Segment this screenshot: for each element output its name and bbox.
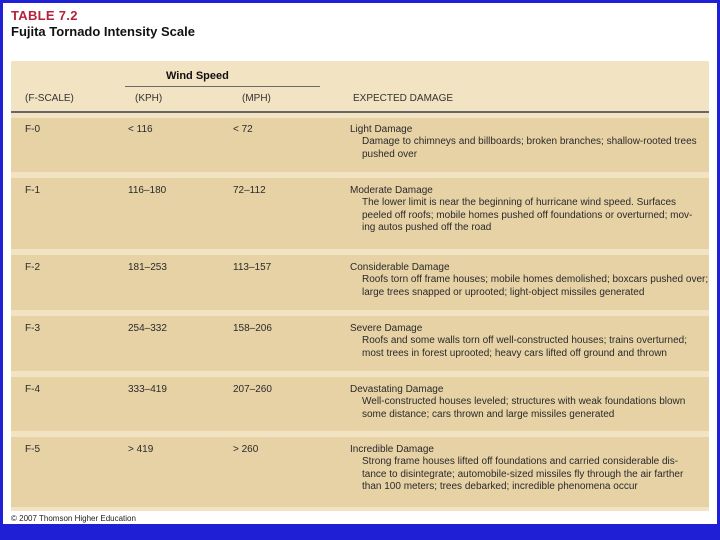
- col-header-kph: (KPH): [135, 93, 163, 104]
- table-row: [11, 255, 709, 310]
- table-panel: [11, 61, 709, 511]
- table-row: [11, 437, 709, 507]
- scale-cell: F-2: [25, 262, 40, 273]
- scale-cell: F-4: [25, 384, 40, 395]
- damage-description: [350, 274, 708, 299]
- kph-cell: 254–332: [128, 323, 167, 334]
- damage-title: Considerable Damage: [350, 262, 450, 273]
- scale-cell: F-3: [25, 323, 40, 334]
- table-number: TABLE 7.2: [11, 8, 78, 23]
- table-row: [11, 178, 709, 249]
- damage-title: Incredible Damage: [350, 444, 434, 455]
- table-row: [11, 316, 709, 371]
- damage-line: Strong frame houses lifted off foundations and carried considerable dis-: [362, 456, 679, 467]
- damage-line: The lower limit is near the beginning of hurricane wind speed. Surfaces: [362, 197, 677, 208]
- mph-cell: > 260: [233, 444, 259, 455]
- damage-line: Roofs torn off frame houses; mobile homes demolished; boxcars pushed over;: [362, 274, 709, 285]
- kph-cell: < 116: [128, 124, 153, 135]
- kph-cell: 333–419: [128, 384, 167, 395]
- damage-line: Roofs and some walls torn off well-constructed houses; trains overturned;: [362, 335, 687, 346]
- damage-cell: [350, 185, 692, 235]
- damage-description: [350, 136, 697, 161]
- damage-line: peeled off roofs; mobile homes pushed off foundations or overturned; mov-: [362, 209, 693, 221]
- damage-description: [350, 197, 692, 235]
- wind-speed-header: Wind Speed: [166, 70, 229, 82]
- mph-cell: 207–260: [233, 384, 272, 395]
- mph-cell: 158–206: [233, 323, 272, 334]
- col-header-damage: EXPECTED DAMAGE: [353, 93, 454, 104]
- damage-line: ing autos pushed off the road: [362, 222, 492, 233]
- wind-speed-rule: [125, 86, 320, 87]
- damage-cell: [350, 124, 697, 161]
- scale-cell: F-1: [25, 185, 40, 196]
- table-row: [11, 118, 709, 172]
- damage-description: [350, 335, 687, 360]
- mph-cell: 72–112: [233, 185, 266, 196]
- damage-title: Moderate Damage: [350, 185, 433, 196]
- col-header-scale: (F-SCALE): [25, 93, 74, 104]
- damage-line: most trees in forest uprooted; heavy cars lifted off ground and thrown: [362, 347, 667, 359]
- table-row: [11, 377, 709, 431]
- scale-cell: F-5: [25, 444, 40, 455]
- damage-description: [350, 396, 685, 421]
- table-title: Fujita Tornado Intensity Scale: [11, 24, 195, 39]
- damage-line: some distance; cars thrown and large missiles generated: [362, 408, 615, 420]
- damage-line: tance to disintegrate; automobile-sized missiles fly through the air farther: [362, 468, 684, 480]
- damage-cell: [350, 262, 708, 299]
- damage-description: [350, 456, 683, 494]
- kph-cell: 181–253: [128, 262, 167, 273]
- damage-line: pushed over: [362, 148, 418, 160]
- kph-cell: 116–180: [128, 185, 167, 196]
- damage-line: Damage to chimneys and billboards; broken branches; shallow-rooted trees: [362, 136, 697, 147]
- col-header-mph: (MPH): [242, 93, 271, 104]
- mph-cell: 113–157: [233, 262, 272, 273]
- damage-line: than 100 meters; trees debarked; incredible phenomena occur: [362, 481, 638, 492]
- damage-title: Severe Damage: [350, 323, 423, 334]
- damage-cell: [350, 323, 687, 360]
- damage-title: Light Damage: [350, 124, 413, 135]
- mph-cell: < 72: [233, 124, 253, 135]
- damage-cell: [350, 384, 685, 421]
- damage-line: large trees snapped or uprooted; light-object missiles generated: [362, 286, 645, 298]
- damage-title: Devastating Damage: [350, 384, 444, 395]
- copyright-notice: © 2007 Thomson Higher Education: [11, 514, 136, 523]
- damage-cell: [350, 444, 683, 494]
- scale-cell: F-0: [25, 124, 40, 135]
- damage-line: Well-constructed houses leveled; structures with weak foundations blown: [362, 396, 686, 407]
- slide: [3, 3, 717, 524]
- kph-cell: > 419: [128, 444, 154, 455]
- header-rule: [11, 111, 709, 113]
